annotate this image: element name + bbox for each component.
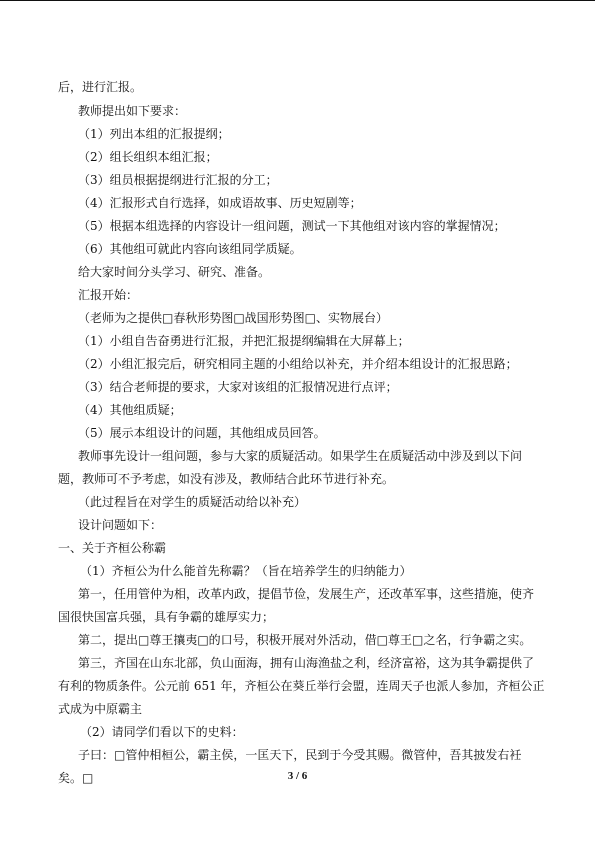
text-line: 第三，齐国在山东北部，负山面海，拥有山海渔盐之利，经济富裕，这为其争霸提供了 (78, 656, 535, 670)
text-line: （2）小组汇报完后，研究相同主题的小组给以补充，并介绍本组设计的汇报思路； (78, 357, 518, 371)
text-line: 式成为中原霸主 (58, 702, 143, 716)
text-line: 后，进行汇报。 (58, 80, 143, 94)
text-line: 汇报开始： (78, 288, 139, 302)
text-line: 第二，提出□尊王攘夷□的口号，积极开展对外活动，借□尊王□之名，行争霸之实。 (78, 633, 532, 647)
text-line: 教师事先设计一组问题，参与大家的质疑活动。如果学生在质疑活动中涉及到以下问 (78, 449, 523, 463)
text-line: （5）根据本组选择的内容设计一组问题，测试一下其他组对该内容的掌握情况； (78, 219, 506, 233)
text-line: （1）列出本组的汇报提纲； (78, 127, 230, 141)
text-line: 矣。□ (58, 771, 94, 785)
section-heading: 一、关于齐桓公称霸 (58, 541, 167, 555)
text-line: 题，教师可不予考虑，如没有涉及，教师结合此环节进行补充。 (58, 472, 395, 486)
text-line: 给大家时间分头学习、研究、准备。 (78, 265, 271, 279)
text-line: 第一，任用管仲为相，改革内政，提倡节俭，发展生产，还改革军事，这些措施，使齐 (78, 587, 535, 601)
text-line: 设计问题如下： (78, 518, 163, 532)
text-line: （此过程旨在对学生的质疑活动给以补充） (78, 495, 307, 509)
text-line: （1）齐桓公为什么能首先称霸？（旨在培养学生的归纳能力） (80, 564, 412, 578)
text-line: （1）小组自告奋勇进行汇报，并把汇报提纲编辑在大屏幕上； (78, 334, 410, 348)
text-line: 有利的物质条件。公元前 651 年，齐桓公在葵丘举行会盟，连周天子也派人参加，齐桓公正 (58, 679, 545, 693)
text-line: 子曰：□管仲相桓公，霸主侯，一匡天下，民到于今受其赐。微管仲，吾其披发右衽 (78, 748, 522, 762)
page-number: 3 / 6 (287, 770, 308, 782)
text-line: （2）组长组织本组汇报； (78, 150, 218, 164)
text-line: 教师提出如下要求： (78, 104, 187, 118)
text-line: （3）组员根据提纲进行汇报的分工； (78, 173, 278, 187)
text-line: （4）汇报形式自行选择，如成语故事、历史短剧等； (78, 196, 362, 210)
text-line: （老师为之提供□春秋形势图□战国形势图□、实物展台） (78, 311, 389, 325)
text-line: （6）其他组可就此内容向该组同学质疑。 (78, 242, 302, 256)
text-line: （2）请同学们看以下的史料： (80, 725, 244, 739)
text-line: （4）其他组质疑； (78, 403, 182, 417)
text-line: 国很快国富兵强，具有争霸的雄厚实力； (58, 610, 275, 624)
text-line: （5）展示本组设计的问题，其他组成员回答。 (78, 426, 326, 440)
text-line: （3）结合老师提的要求，大家对该组的汇报情况进行点评； (78, 380, 398, 394)
